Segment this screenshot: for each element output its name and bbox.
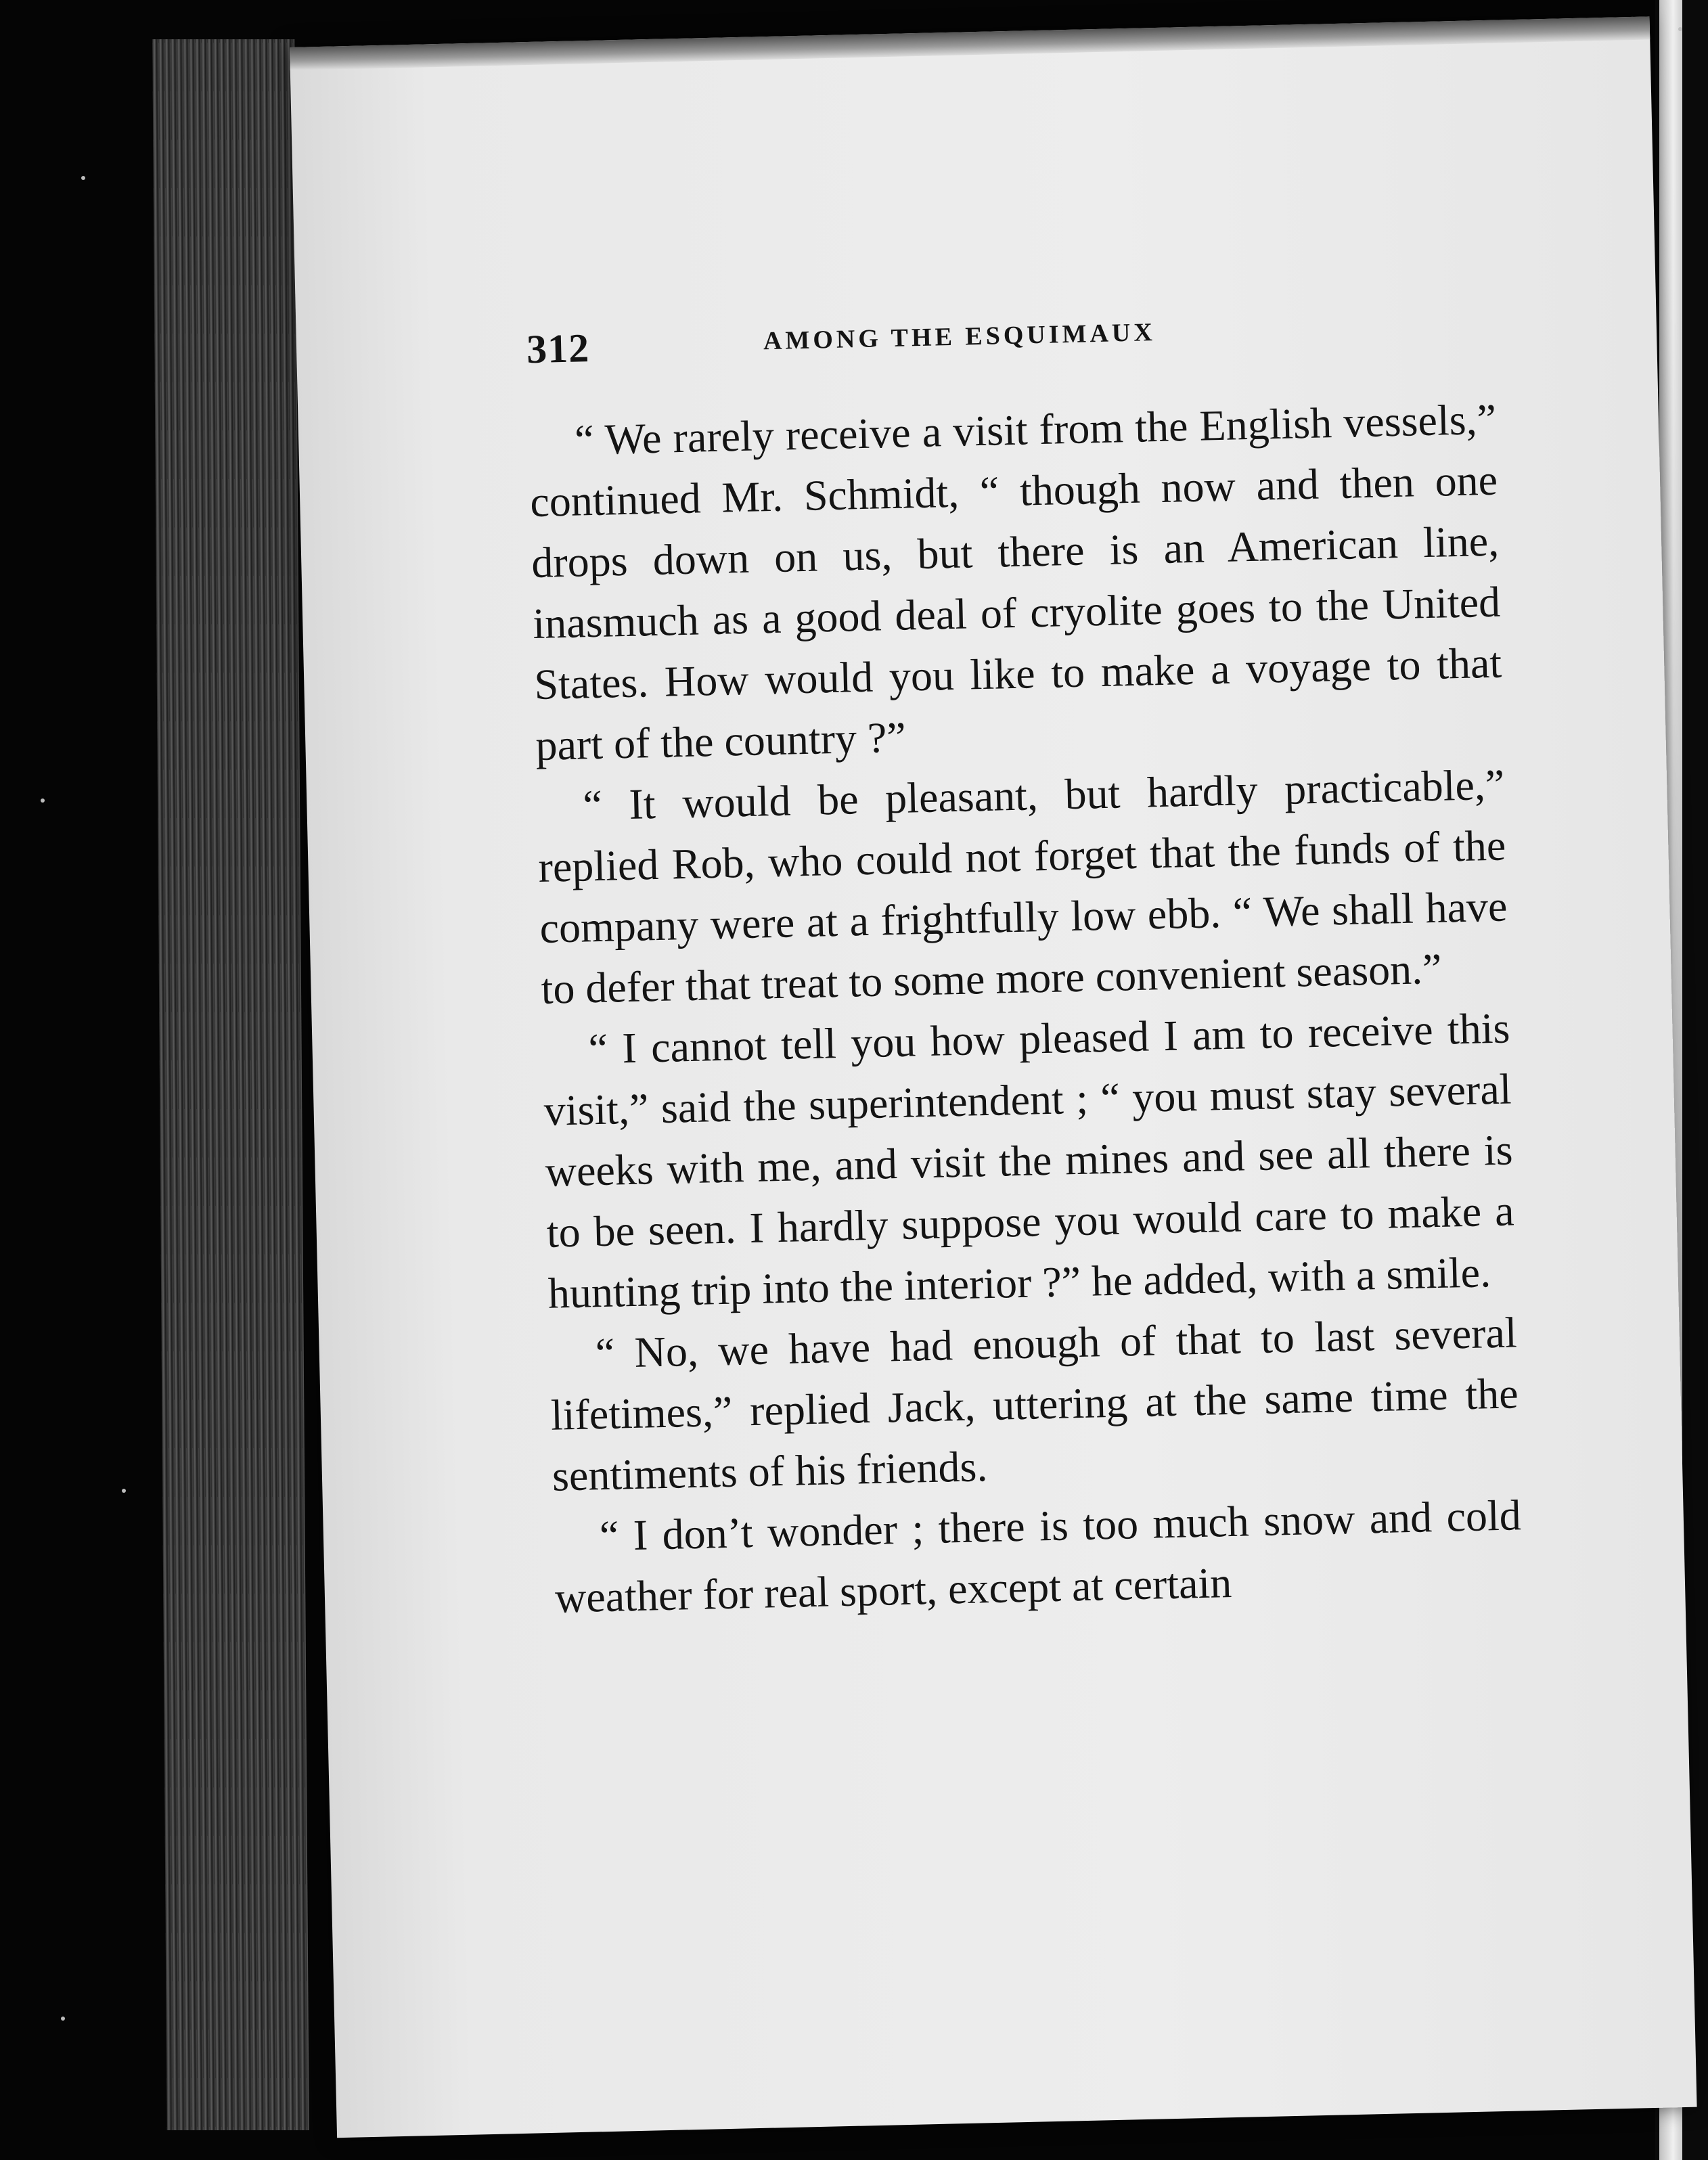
book-page [290,16,1697,2138]
scan-speck [61,2017,65,2021]
paragraph: “ We rarely receive a visit from the English vessels,” continued Mr. Schmidt, “ though now and then one drops down on us, but there is an American line, inasmuch as a good deal of cryolite goes to the United States. How would you like to make a voyage to that part of the country ?” [529,395,1502,770]
scan-speck [122,1489,126,1493]
paragraph: “ I cannot tell you how pleased I am to receive this visit,” said the superintendent ; “ you must stay several weeks with me, and visit the mines and see all there is to be seen. I hardly suppose you would care to make a hunting trip into the interior ?” he added, with a smile. [543,1004,1515,1318]
paragraph: “ I don’t wonder ; there is too much snow and cold weather for real sport, except at certain [554,1491,1522,1622]
paragraph: “ It would be pleasant, but hardly practicable,” replied Rob, who could not forget that the funds of the company were at a frightfully low ebb. “ We shall have to defer that treat to some more convenient season.” [537,760,1508,1013]
scan-speck [81,176,85,180]
scan-speck [1678,27,1682,31]
page-header [526,300,1678,388]
scan-speck [41,798,45,803]
page-number: 312 [526,325,590,372]
book-page-edges [152,39,309,2130]
page-top-edge [290,16,1650,70]
body-text [528,389,1523,1629]
paragraph: “ No, we have had enough of that to last several lifetimes,” replied Jack, uttering at the same time the sentiments of his friends. [550,1308,1519,1500]
running-head: AMONG THE ESQUIMAUX [763,318,1156,356]
